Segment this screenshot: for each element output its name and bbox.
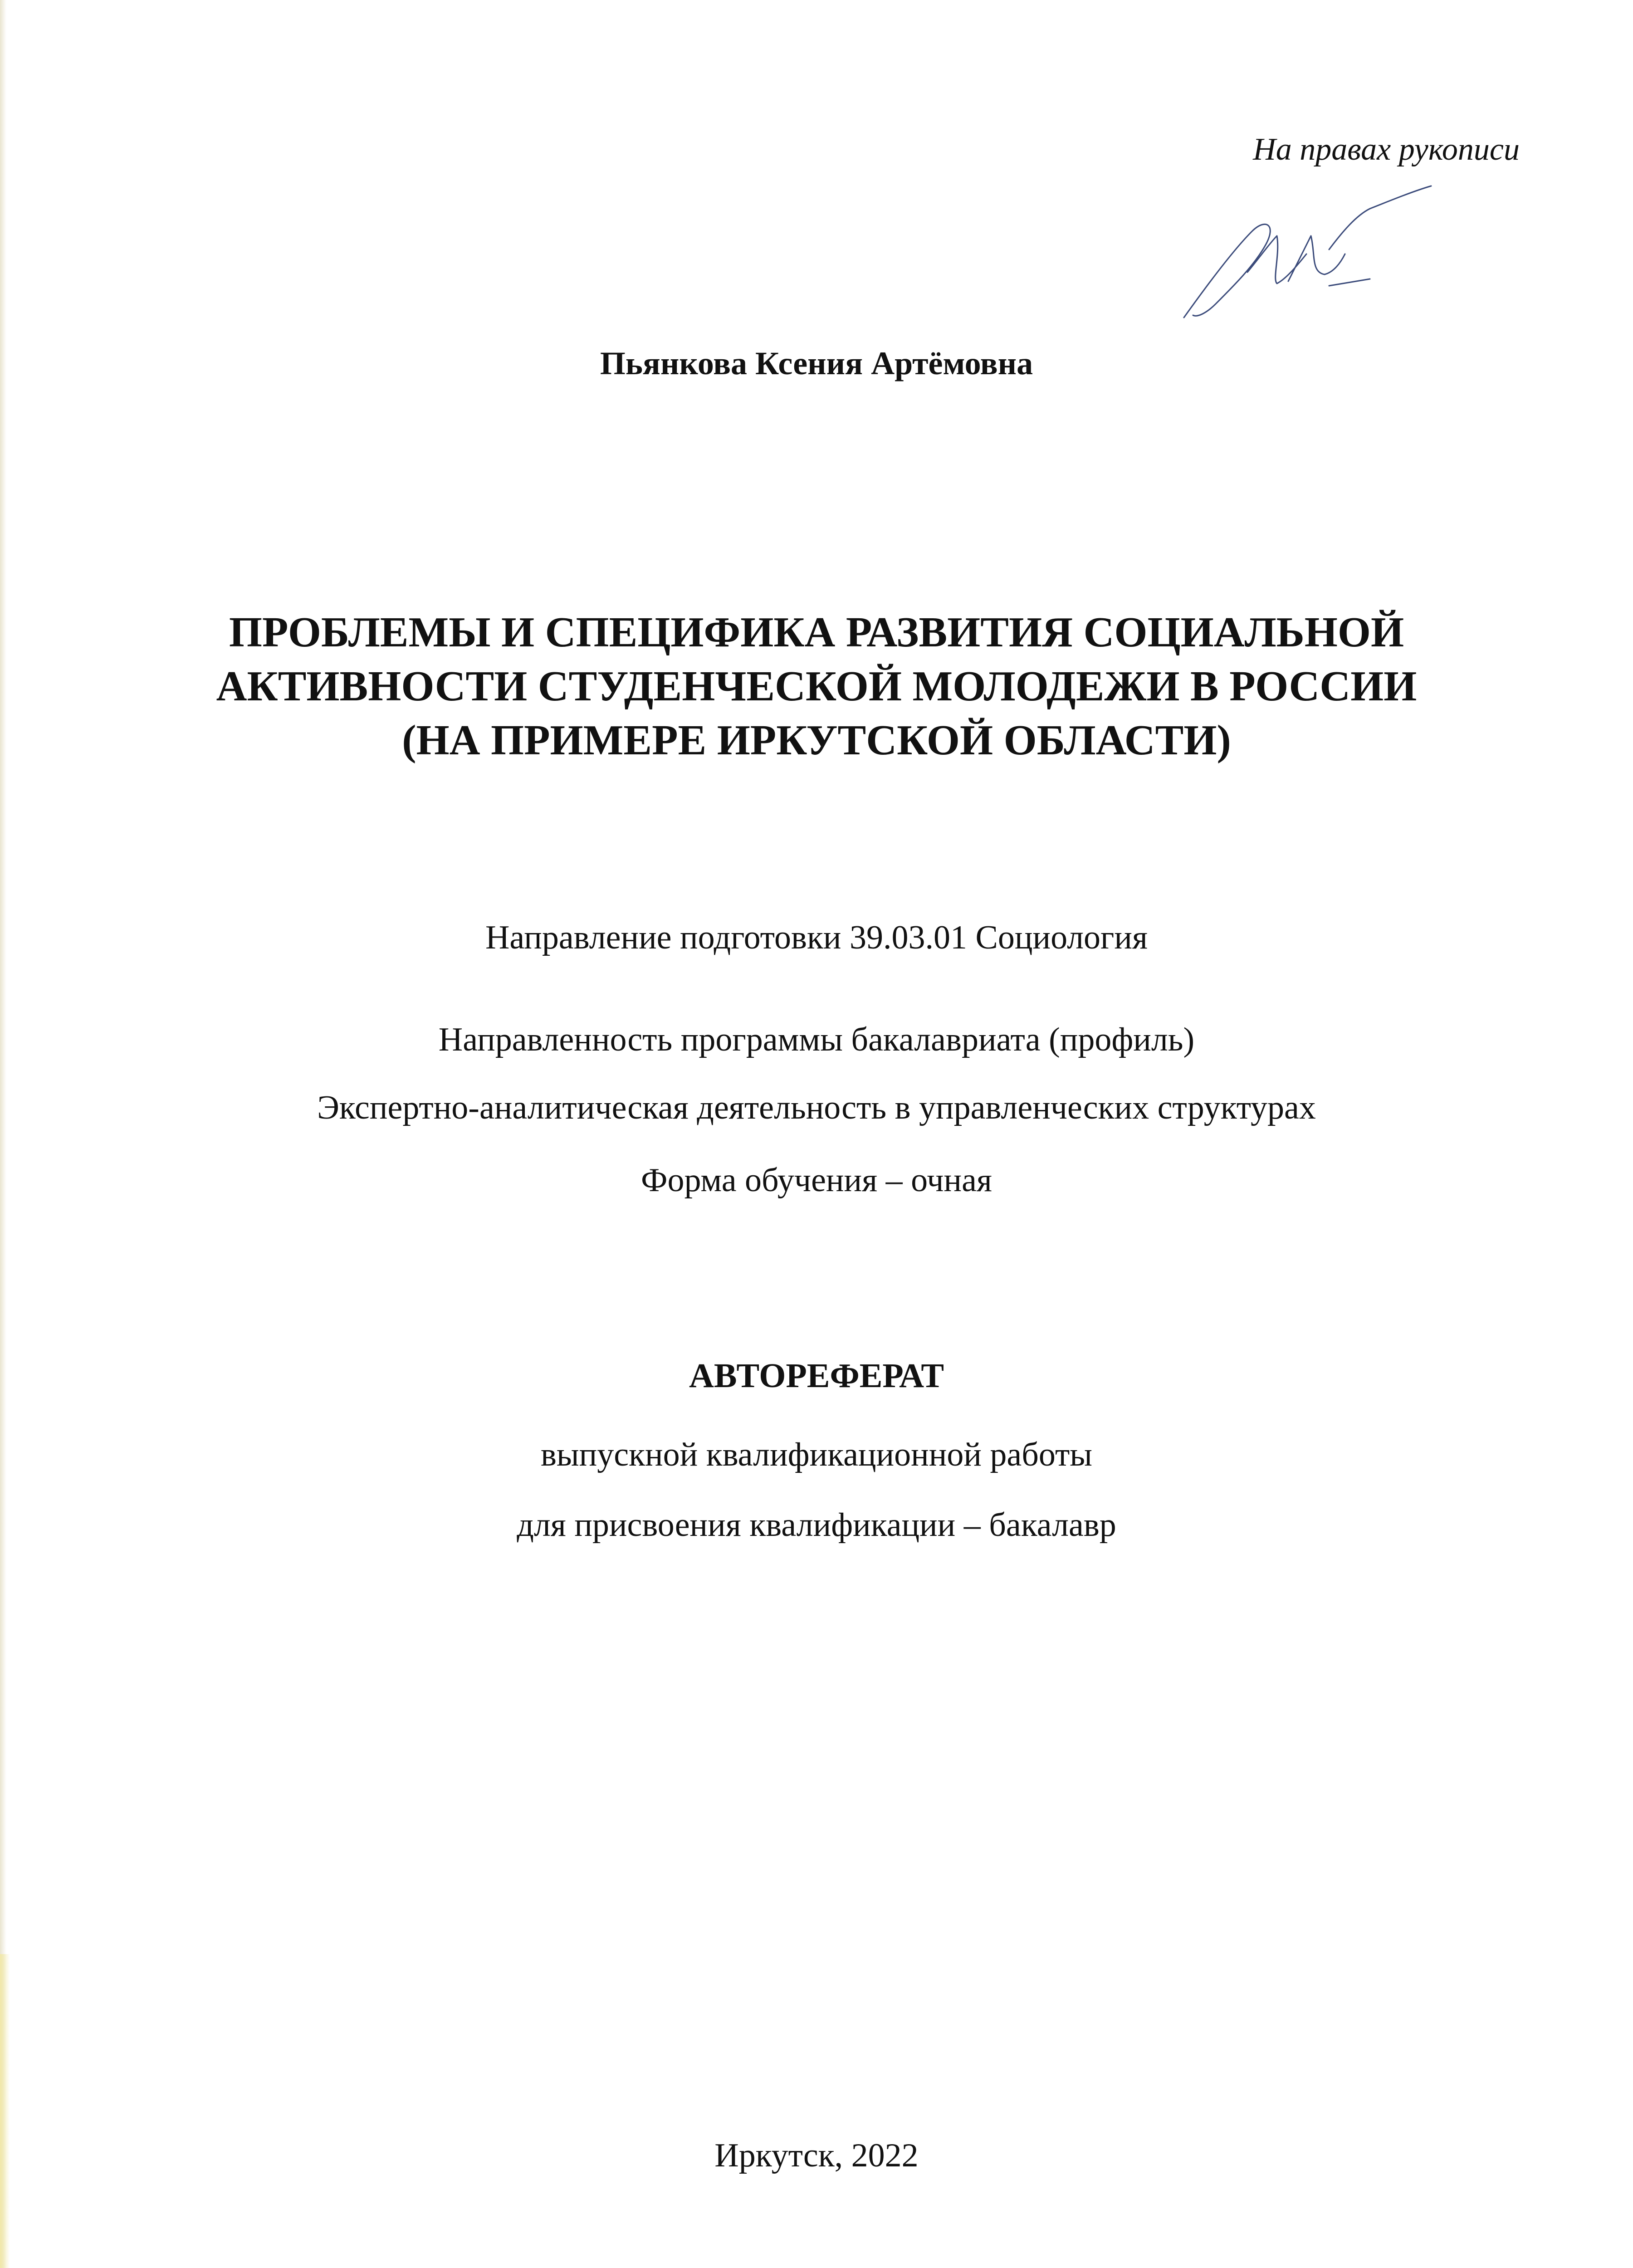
training-direction: Направление подготовки 39.03.01 Социология [485, 919, 1148, 956]
signature-image [1179, 181, 1433, 327]
program-focus: Направленность программы бакалавриата (профиль) [438, 1021, 1195, 1058]
program-profile: Экспертно-аналитическая деятельность в управленческих структурах [317, 1089, 1316, 1126]
study-form: Форма обучения – очная [641, 1162, 992, 1199]
author-name: Пьянкова Ксения Артёмовна [600, 345, 1033, 381]
city-year: Иркутск, 2022 [714, 2137, 919, 2174]
manuscript-note: На правах рукописи [1253, 132, 1520, 167]
thesis-title-line: ПРОБЛЕМЫ И СПЕЦИФИКА РАЗВИТИЯ СОЦИАЛЬНОЙ [229, 609, 1404, 656]
document-type: АВТОРЕФЕРАТ [689, 1357, 944, 1395]
thesis-title-line: (НА ПРИМЕРЕ ИРКУТСКОЙ ОБЛАСТИ) [402, 717, 1231, 764]
scan-edge-shadow [0, 0, 6, 2268]
qualification-line: для присвоения квалификации – бакалавр [517, 1506, 1116, 1544]
document-subtitle: выпускной квалификационной работы [540, 1436, 1092, 1473]
scan-edge-tint [0, 1954, 10, 2268]
thesis-title [163, 606, 1470, 767]
thesis-title-line: АКТИВНОСТИ СТУДЕНЧЕСКОЙ МОЛОДЕЖИ В РОССИИ [216, 663, 1417, 710]
